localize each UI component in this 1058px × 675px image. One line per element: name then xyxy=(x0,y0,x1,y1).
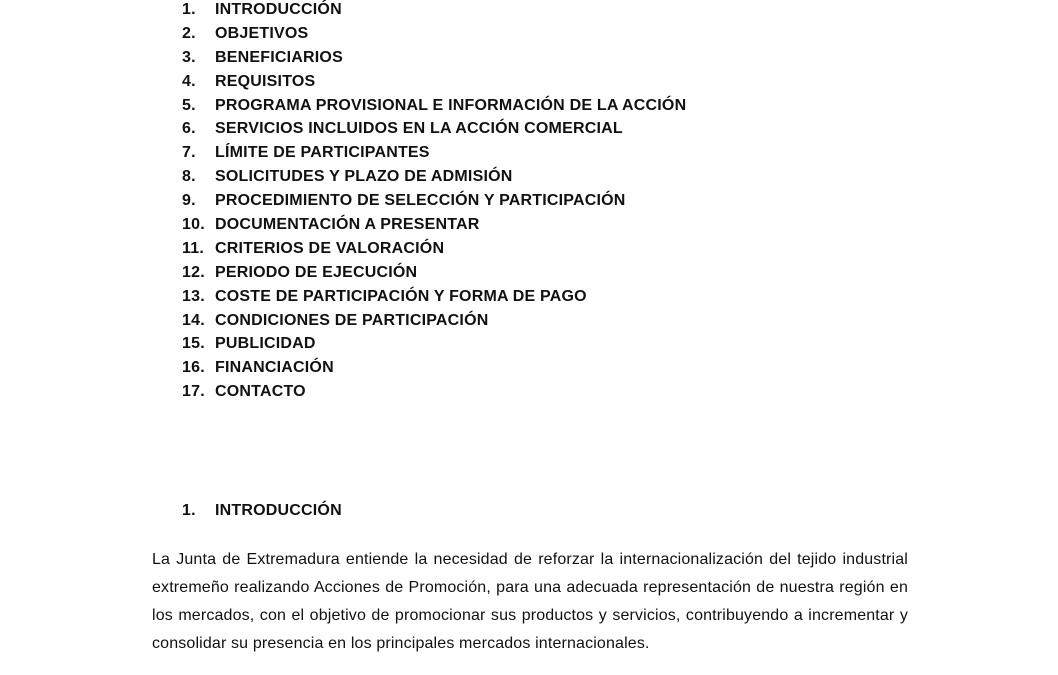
toc-item-label: CRITERIOS DE VALORACIÓN xyxy=(215,239,445,257)
toc-item-number: 12. xyxy=(182,263,205,281)
toc-item-number: 9. xyxy=(182,192,196,210)
toc-item-documentacion xyxy=(182,213,686,237)
toc-item-limite xyxy=(182,141,686,165)
toc-item-number: 6. xyxy=(182,120,196,138)
toc-item-solicitudes xyxy=(182,165,686,189)
toc-item-periodo xyxy=(182,261,686,285)
toc-item-number: 8. xyxy=(182,168,196,186)
toc-item-label: SERVICIOS INCLUIDOS EN LA ACCIÓN COMERCIAL xyxy=(215,120,623,138)
section-heading xyxy=(182,499,342,522)
toc-item-number: 2. xyxy=(182,24,196,42)
toc-item-label: SOLICITUDES Y PLAZO DE ADMISIÓN xyxy=(215,168,513,186)
toc-item-label: OBJETIVOS xyxy=(215,24,309,42)
toc-item-label: INTRODUCCIÓN xyxy=(215,1,342,18)
table-of-contents xyxy=(182,0,686,404)
toc-item-publicidad xyxy=(182,332,686,356)
toc-item-coste xyxy=(182,285,686,309)
toc-item-label: PERIODO DE EJECUCIÓN xyxy=(215,263,418,281)
toc-item-programa xyxy=(182,94,686,118)
toc-item-number: 5. xyxy=(182,96,196,114)
intro-paragraph: La Junta de Extremadura entiende la necesidad de reforzar la internacionalización del tejido industrial extremeño realizando Acciones de Promoción, para una adecuada representación de nuestra región en los mercados, con el objetivo de promocionar sus productos y servicios, contribuyendo a incrementar y consolidar su presencia en los principales mercados internacionales. xyxy=(152,551,908,652)
toc-item-beneficiarios xyxy=(182,46,686,70)
toc-item-label: DOCUMENTACIÓN A PRESENTAR xyxy=(215,216,480,234)
toc-item-number: 11. xyxy=(182,239,204,257)
toc-item-number: 16. xyxy=(182,359,205,377)
section-number: 1. xyxy=(182,502,196,519)
toc-item-number: 13. xyxy=(182,287,205,305)
toc-item-label: CONDICIONES DE PARTICIPACIÓN xyxy=(215,311,489,329)
section-title: INTRODUCCIÓN xyxy=(215,502,342,519)
toc-item-procedimiento xyxy=(182,189,686,213)
toc-item-contacto xyxy=(182,380,686,404)
toc-item-number: 10. xyxy=(182,216,205,234)
toc-item-number: 1. xyxy=(182,1,196,18)
toc-item-number: 15. xyxy=(182,335,205,353)
toc-item-label: REQUISITOS xyxy=(215,72,316,90)
toc-item-number: 3. xyxy=(182,48,196,66)
toc-item-number: 7. xyxy=(182,144,196,162)
toc-item-label: CONTACTO xyxy=(215,383,306,401)
toc-item-objetivos xyxy=(182,22,686,46)
toc-item-label: PROGRAMA PROVISIONAL E INFORMACIÓN DE LA ACCIÓN xyxy=(215,96,687,114)
toc-item-label: PROCEDIMIENTO DE SELECCIÓN Y PARTICIPACIÓN xyxy=(215,192,626,210)
toc-item-number: 14. xyxy=(182,311,205,329)
toc-item-requisitos xyxy=(182,70,686,94)
toc-item-number: 4. xyxy=(182,72,196,90)
toc-item-label: LÍMITE DE PARTICIPANTES xyxy=(215,144,430,162)
toc-item-servicios xyxy=(182,117,686,141)
toc-item-label: PUBLICIDAD xyxy=(215,335,316,353)
toc-item-label: COSTE DE PARTICIPACIÓN Y FORMA DE PAGO xyxy=(215,287,587,305)
toc-item-financiacion xyxy=(182,356,686,380)
toc-item-label: FINANCIACIÓN xyxy=(215,359,334,377)
toc-item-condiciones xyxy=(182,309,686,333)
toc-item-number: 17. xyxy=(182,383,205,401)
toc-item-label: BENEFICIARIOS xyxy=(215,48,343,66)
toc-item-criterios xyxy=(182,237,686,261)
toc-item-introduccion xyxy=(182,0,686,22)
